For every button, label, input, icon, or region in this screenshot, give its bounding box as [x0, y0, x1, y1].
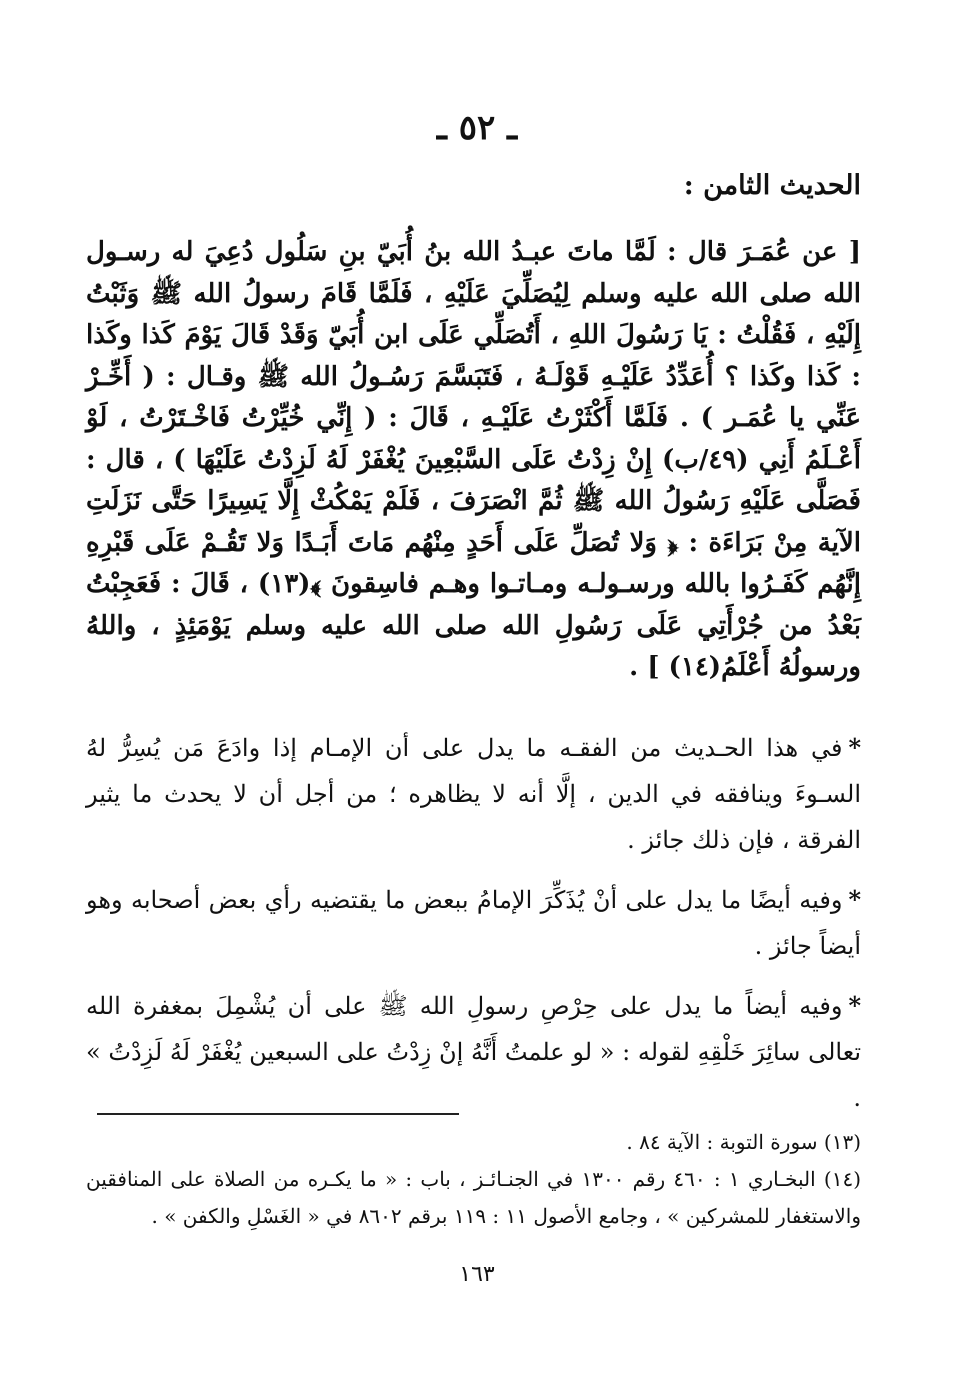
section-number: ـ ٥٢ ـ	[436, 108, 518, 148]
note-text: وفيه أيضًا ما يدل على أنْ يُذَكِّرَ الإمامُ ببعض ما يقتضيه رأي بعض أصحابه وهو أيضاً جائز .	[86, 886, 861, 960]
note-text: وفيه أيضاً ما يدل على حِرْصِ رسولِ الله ﷺ على أن يُشْمِلَ بمغفرة الله تعالى سائِرَ خَلْقِهِ لقوله : « لو علمتُ أَنَّهُ إنْ زِدْتُ على السبعين يُغْفَرْ لَهُ لَزِدْتُ » .	[86, 992, 861, 1112]
commentary-note	[86, 877, 861, 969]
hadith-text: [ عن عُمَـرَ قال : لَمَّا ماتَ عبـدُ الله بنُ أُبَيّ بنِ سَلُول دُعِيَ له رسـول الله صلى الله عليه وسلم لِيُصَلِّيَ عَلَيْهِ ، فَلَمَّا قَامَ رسولُ الله ﷺ وَثَبْتُ إِلَيْهِ ، فَقُلْتُ : يَا رَسُولَ اللهِ ، أَتُصَلِّي عَلَى ابن أُبَيّ وَقَدْ قَالَ يَوْمَ كَذا وكَذا : كَذا وكَذا ؟ أُعَدِّدُ عَلَيْـهِ قَوْلَـهُ ، فَتَبَسَّمَ رَسُـولُ الله ﷺ وقـال : ( أَخِّـرْ عَنِّي يا عُمَـر ) . فَلَمَّا أَكْثَرْتُ عَلَيْـهِ ، قَالَ : ( إِنِّي خُيِّرْتُ فَاخْـتَرْتُ ، لَوْ أَعْـلَمُ أَنِي (٤٩/ب) إِنْ زِدْتُ عَلَى السَّبْعِينَ يُغْفَرْ لَهُ لَزِدْتُ عَلَيْهَا ) ، قال : فَصَلَّى عَلَيْهِ رَسُولُ الله ﷺ ثُمَّ انْصَرَفَ ، فَلَمْ يَمْكُثْ إِلَّا يَسِيرًا حَتَّى نَزَلَتِ الآية مِنْ بَرَاءَة : ﴿ وَلا تُصَلِّ عَلَى أَحَدٍ مِنْهُم مَاتَ أَبَـدًا وَلا تَقُـمْ عَلَى قَبْرِهِ إِنَّهُم كَفَـرُوا بالله ورسـولـه ومـاتـوا وهـم فاسِقونَ ﴾(١٣) ، قَالَ : فَعَجِبْتُ بَعْدُ من جُرْأَتِي عَلَى رَسُولِ الله صلى الله عليه وسلم يَوْمَئِذٍ ، واللهُ ورسولُهُ أَعْلَمُ(١٤) ] .	[86, 237, 862, 682]
footnotes	[86, 1124, 861, 1235]
footnote: (١٣) سورة التوبة : الآية ٨٤ .	[626, 1130, 861, 1154]
note-marker: *	[848, 991, 861, 1020]
hadith-heading: الحديث الثامن :	[683, 170, 861, 201]
page-number: ١٦٣	[459, 1262, 495, 1287]
commentary-note	[86, 725, 861, 863]
note-marker: *	[848, 733, 861, 762]
commentary-notes	[86, 725, 861, 1135]
footnote-divider	[97, 1113, 459, 1115]
commentary-note	[86, 983, 861, 1121]
footnote: (١٤) البخـاري ١ : ٤٦٠ رقم ١٣٠٠ في الجنـائـز ، باب : « ما يكـره من الصلاة على المنافقين والاستغفار للمشركين » ، وجامع الأصول ١١ : ١١٩ برقم ٨٦٠٢ في « الغَسْلِ والكفن » .	[86, 1167, 861, 1228]
note-marker: *	[848, 885, 861, 914]
note-text: في هذا الحـديث من الفقـه ما يدل على أن الإمـام إذا وادَعَ مَن يُسِرُّ لهُ السـوءَ وينافقه في الدين ، إلَّا أنه لا يظاهره ؛ من أجل أن لا يحدث ما يثير الفرقة ، فإن ذلك جائز .	[86, 734, 861, 854]
